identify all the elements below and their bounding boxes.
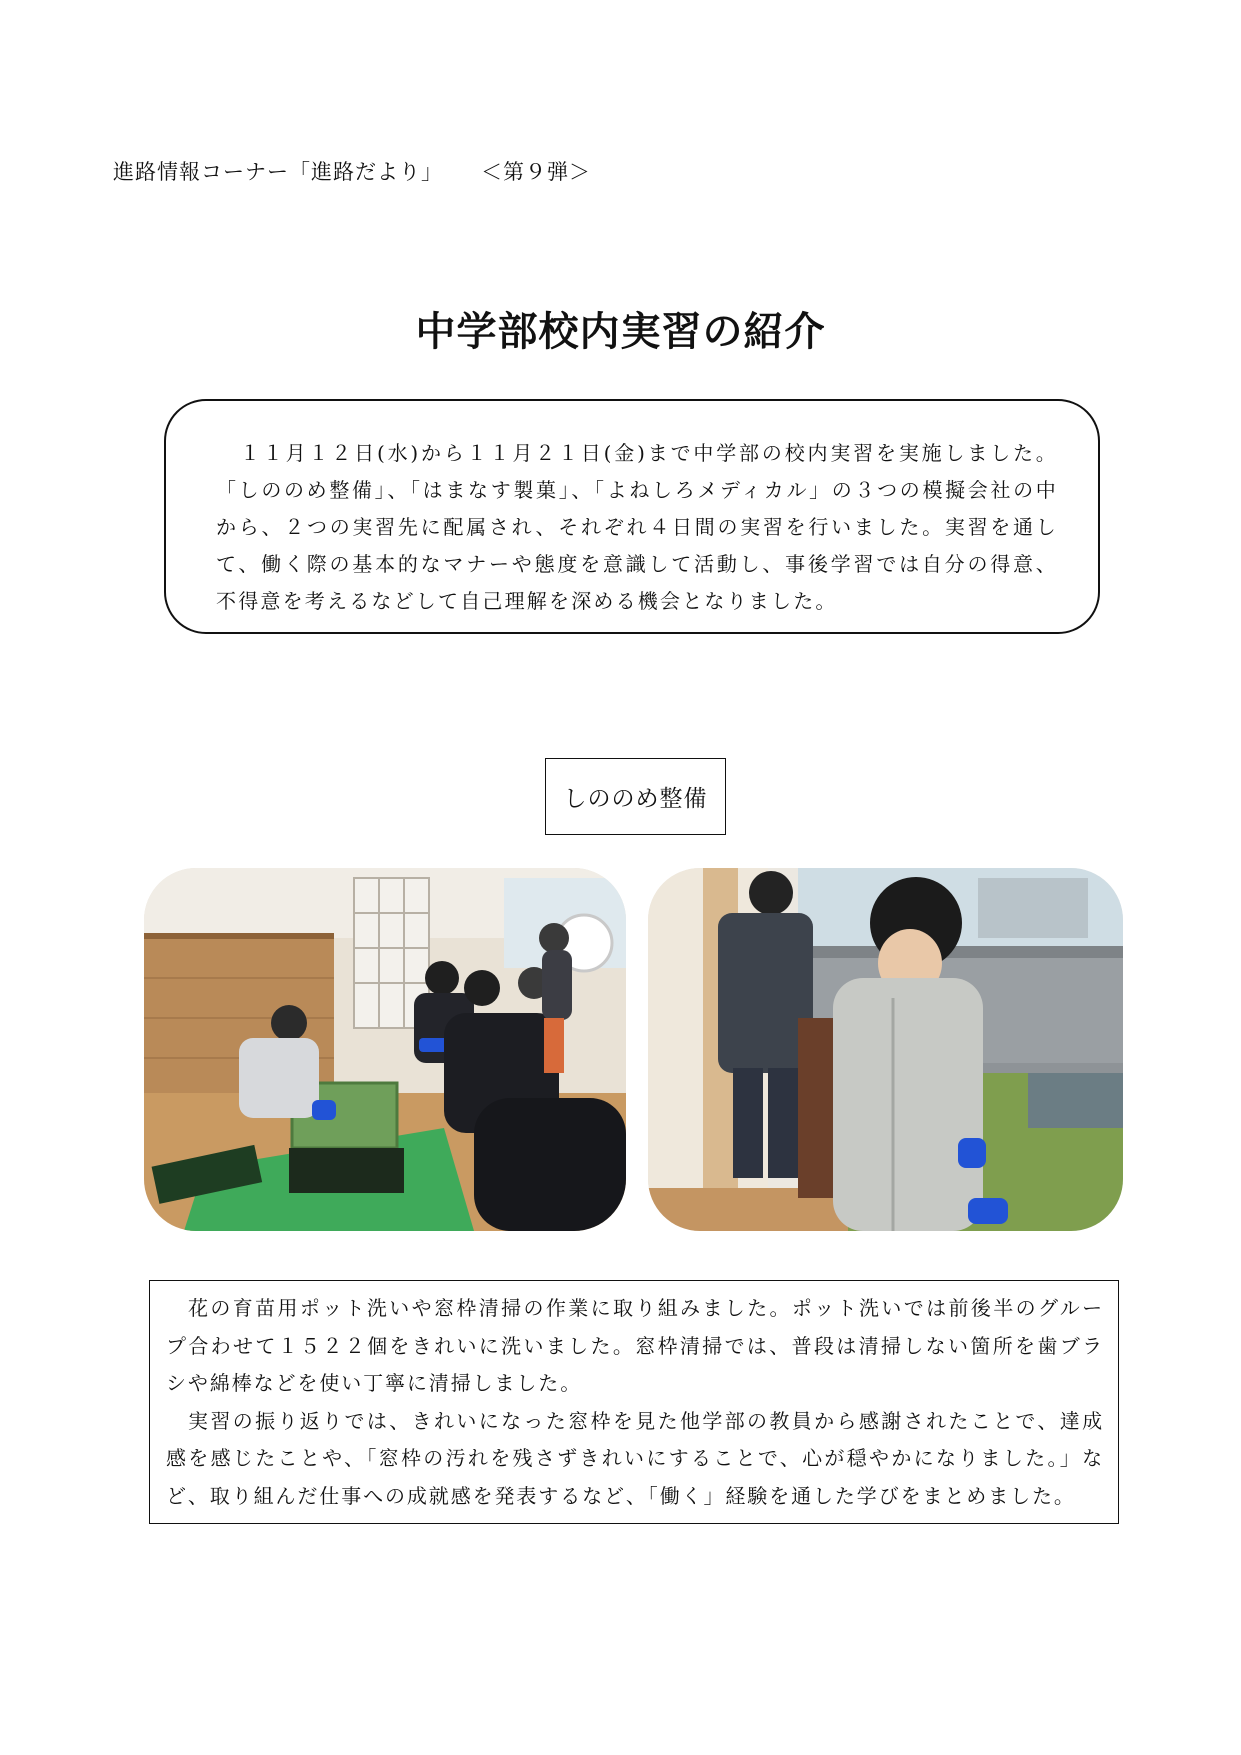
corner-title: 進路情報コーナー「進路だより」 — [113, 160, 443, 184]
intro-text: １１月１２日(水)から１１月２１日(金)まで中学部の校内実習を実施しました。「しののめ整備」、「はまなす製菓」、「よねしろメディカル」の３つの模擬会社の中から、２つの実習先に配属され、それぞれ４日間の実習を行いました。実習を通して、働く際の基本的なマナーや態度を意識して活動し、事後学習では自分の得意、不得意を考えるなどして自己理解を深める機会となりました。 — [216, 441, 1058, 613]
header-line — [113, 156, 591, 186]
description-box — [149, 1280, 1119, 1524]
issue-number: ＜第９弾＞ — [481, 160, 591, 184]
intro-box — [164, 399, 1100, 634]
description-paragraph-1: 花の育苗用ポット洗いや窓枠清掃の作業に取り組みました。ポット洗いでは前後半のグループ合わせて１５２２個をきれいに洗いました。窓枠清掃では、普段は清掃しない箇所を歯ブラシや綿棒などを使い丁寧に清掃しました。 — [166, 1296, 1104, 1395]
pot-washing-illustration — [144, 868, 626, 1231]
page-title: 中学部校内実習の紹介 — [415, 309, 826, 355]
photo-pot-washing — [144, 868, 626, 1231]
section-label: しののめ整備 — [545, 758, 726, 835]
description-paragraph-2: 実習の振り返りでは、きれいになった窓枠を見た他学部の教員から感謝されたことで、達成感を感じたことや、「窓枠の汚れを残さずきれいにすることで、心が穏やかになりました。」など、取り組んだ仕事への成就感を発表するなど、「働く」経験を通した学びをまとめました。 — [166, 1408, 1104, 1508]
photo-window-cleaning — [648, 868, 1123, 1231]
window-cleaning-illustration — [648, 868, 1123, 1231]
